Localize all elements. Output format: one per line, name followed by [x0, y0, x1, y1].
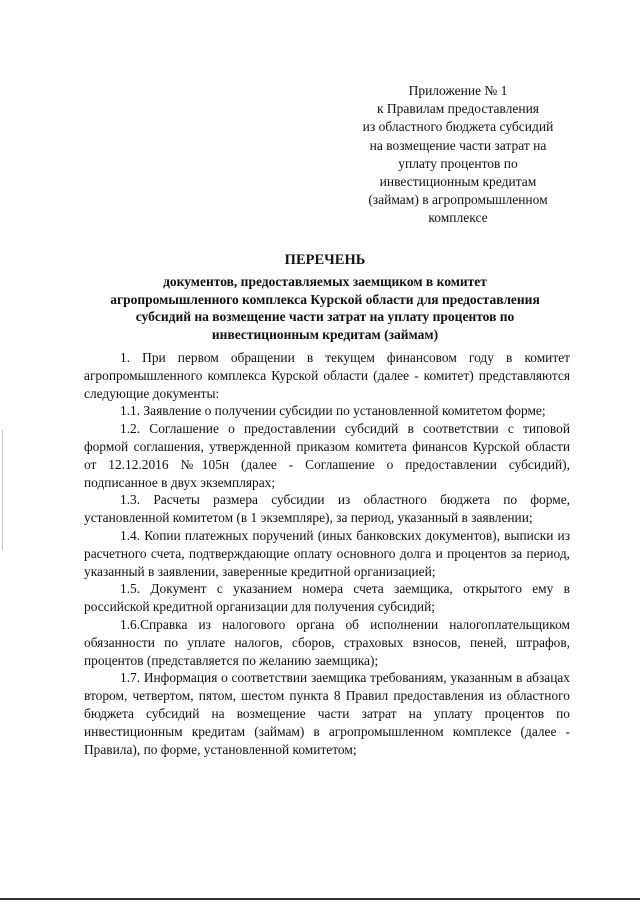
appendix-line: к Правилам предоставления [376, 101, 540, 117]
title-heading: ПЕРЕЧЕНЬ [284, 252, 366, 268]
paragraph-item-1-4: 1.4. Копии платежных поручений (иных банковских документов), выписки из расчетного счета, подтверждающие оплату основного долга и процентов за период, указанный в заявлении, заверенные кредитной организацией; [84, 527, 570, 579]
appendix-line: Приложение № 1 [408, 83, 508, 98]
paragraph-item-1: 1. При первом обращении в текущем финансовом году в комитет агропромышленного комплекса Курской области (далее - комитет) представляются следующие документы: [84, 350, 570, 401]
appendix-header [340, 82, 576, 228]
title-line: инвестиционным кредитам (займам) [211, 326, 439, 342]
appendix-line: на возмещение части затрат на [369, 137, 547, 153]
paragraph-item-1-3: 1.3. Расчеты размера субсидии из областного бюджета по форме, установленной комитетом (в 1 экземпляре), за период, указанный в заявлении; [84, 492, 570, 526]
paragraph-item-1-6: 1.6.Справка из налогового органа об исполнении налогоплательщиком обязанности по уплате налогов, сборов, страховых взносов, пеней, штрафов, процентов (представляется по желанию заемщика); [84, 616, 570, 668]
title-line: документов, предоставляемых заемщиком в комитет [163, 274, 487, 289]
title-line: агропромышленного комплекса Курской области для предоставления [110, 291, 540, 307]
paragraph-item-1-1: 1.1. Заявление о получении субсидии по установленной комитетом форме; [120, 403, 546, 419]
appendix-line: комплексе [428, 210, 488, 226]
appendix-line: (займам) в агропромышленном [368, 192, 548, 208]
scan-bottom-edge [0, 898, 640, 900]
document-title [80, 250, 570, 343]
title-line: субсидий на возмещение части затрат на уплату процентов по [135, 309, 515, 324]
appendix-line: инвестиционным кредитам [379, 174, 537, 190]
appendix-line: уплату процентов по [398, 155, 518, 171]
paragraph-item-1-2: 1.2. Соглашение о предоставлении субсидий в соответствии с типовой формой соглашения, утвержденной приказом комитета финансов Курской области от 12.12.2016 №105н (далее - Соглашение о предоставлении субсидий), подписанное в двух экземплярах; [84, 421, 570, 490]
paragraph-item-1-5: 1.5. Документ с указанием номера счета заемщика, открытого ему в российской кредитной организации для получения субсидий; [84, 581, 570, 615]
scan-edge-line [2, 430, 3, 550]
document-body [84, 349, 570, 758]
appendix-line: из областного бюджета субсидий [362, 119, 554, 135]
paragraph-item-1-7: 1.7. Информация о соответствии заемщика требованиям, указанным в абзацах втором, четвертом, пятом, шестом пункта 8 Правил предоставления из областного бюджета субсидий на возмещение части затрат на уплату процентов по инвестиционным кредитам (займам) в агропромышленном комплексе (далее - Правила), по форме, установленной комитетом; [84, 670, 570, 757]
